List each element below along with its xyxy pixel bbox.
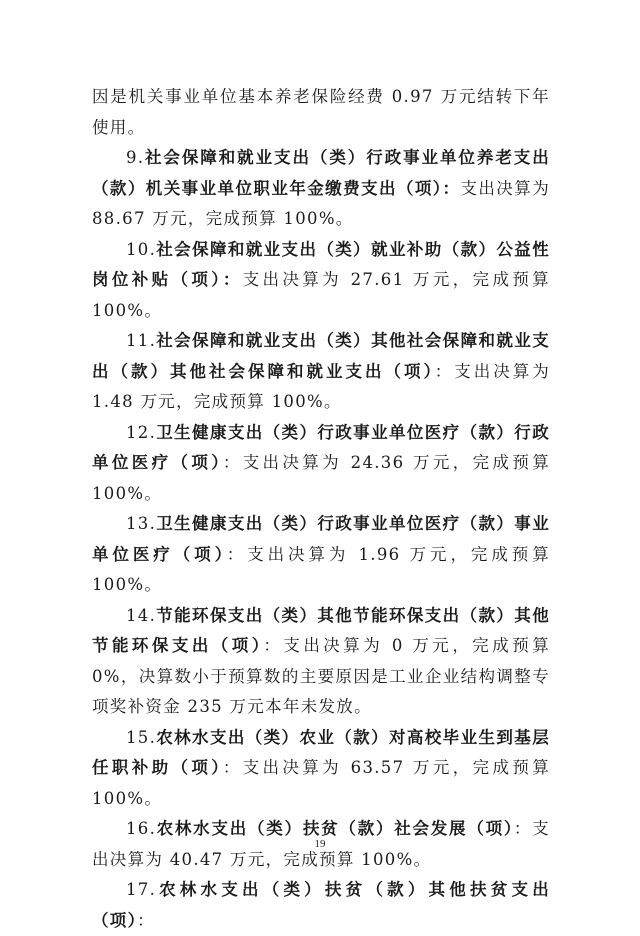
- paragraph-text: ：支出决算为 24.36 万元，完成预算 100%。: [92, 453, 550, 503]
- item-number: 16.: [126, 819, 157, 838]
- paragraph-heading: 社会保障和就业支出（类）行政事业单位养老支出（款）机关事业单位职业年金缴费支出（项）：: [92, 148, 550, 198]
- paragraph-heading: 农林水支出（类）农业（款）对高校毕业生到基层任职补助（项）: [92, 727, 550, 777]
- item-number: 17.: [126, 880, 157, 899]
- paragraph-text: ：支出决算为 40.47 万元，完成预算 100%。: [92, 819, 550, 869]
- paragraph-text: ：支出决算为 1.48 万元，完成预算 100%。: [92, 361, 550, 411]
- paragraph-heading: 农林水支出（类）扶贫（款）其他扶贫支出（项）: [92, 880, 550, 930]
- item-number: 14.: [126, 605, 157, 625]
- paragraph-text: ：支出决算为 63.57 万元，完成预算 100%。: [92, 758, 550, 808]
- paragraph-item-9: [92, 143, 550, 235]
- item-number: 10.: [126, 239, 157, 259]
- paragraph-text: ：: [137, 910, 155, 930]
- paragraph-item-11: [92, 326, 550, 418]
- page-number: 19: [314, 838, 326, 850]
- paragraph-heading: 社会保障和就业支出（类）就业补助（款）公益性岗位补贴（项）：: [92, 239, 550, 289]
- paragraph-heading: 农林水支出（类）扶贫（款）社会发展（项）: [156, 819, 514, 838]
- paragraph-item-12: [92, 418, 550, 510]
- paragraph-heading: 社会保障和就业支出（类）其他社会保障和就业支出（款）其他社会保障和就业支出（项）: [92, 331, 550, 381]
- item-number: 9.: [126, 148, 145, 167]
- paragraph-item-14: [92, 601, 550, 723]
- item-number: 11.: [126, 331, 157, 350]
- paragraph-heading: 节能环保支出（类）其他节能环保支出（款）其他节能环保支出（项）: [92, 605, 550, 655]
- body-text: [92, 82, 550, 936]
- paragraph-heading: 卫生健康支出（类）行政事业单位医疗（款）行政单位医疗（项）: [92, 422, 550, 472]
- paragraph-text: ：支出决算为 1.96 万元，完成预算 100%。: [92, 544, 550, 594]
- item-number: 13.: [126, 514, 157, 533]
- paragraph-item-15: [92, 723, 550, 815]
- paragraph-text: 因是机关事业单位基本养老保险经费 0.97 万元结转下年使用。: [92, 87, 550, 137]
- paragraph-text: ：支出决算为 0 万元，完成预算 0%，决算数小于预算数的主要原因是工业企业结构调整专项奖补资金 235 万元本年未发放。: [92, 636, 550, 716]
- paragraph-text: 支出决算为 88.67 万元，完成预算 100%。: [92, 178, 550, 228]
- paragraph-continuation: [92, 82, 550, 143]
- paragraph-item-10: [92, 235, 550, 327]
- paragraph-text: 支出决算为 27.61 万元，完成预算 100%。: [92, 270, 550, 320]
- item-number: 12.: [126, 422, 157, 442]
- paragraph-heading: 卫生健康支出（类）行政事业单位医疗（款）事业单位医疗（项）: [92, 514, 550, 564]
- paragraph-item-13: [92, 509, 550, 601]
- item-number: 15.: [126, 727, 157, 747]
